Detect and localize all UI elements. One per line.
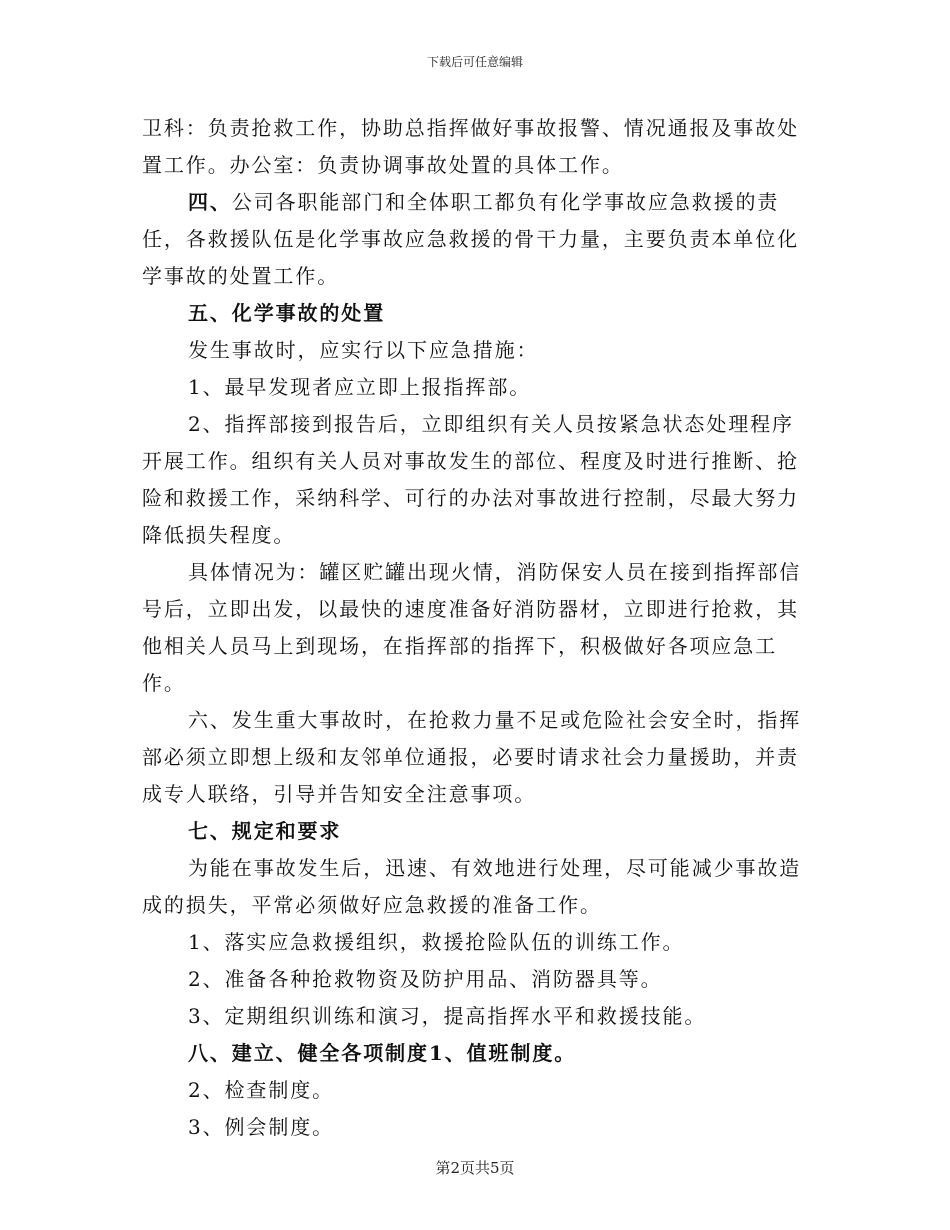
section-4-text: 公司各职能部门和全体职工都负有化学事故应急救援的责任，各救援队伍是化学事故应急救援的骨干力量，主要负责本单位化学事故的处置工作。	[142, 190, 799, 288]
document-body	[142, 110, 810, 1146]
paragraph-item-2: 2、指挥部接到报告后，立即组织有关人员按紧急状态处理程序开展工作。组织有关人员对事故发生的部位、程度及时进行推断、抢险和救援工作，采纳科学、可行的办法对事故进行控制，尽最大努力降低损失程度。	[142, 412, 799, 547]
paragraph-preparation: 为能在事故发生后，迅速、有效地进行处理，尽可能减少事故造成的损失，平常必须做好应急救援的准备工作。	[142, 856, 802, 917]
paragraph-requirement-1: 1、落实应急救援组织，救援抢险队伍的训练工作。	[188, 930, 685, 954]
paragraph-specific-situation: 具体情况为：罐区贮罐出现火情，消防保安人员在接到指挥部信号后，立即出发，以最快的速度准备好消防器材，立即进行抢救，其他相关人员马上到现场，在指挥部的指挥下，积极做好各项应急工作。	[142, 560, 802, 695]
paragraph-item-1: 1、最早发现者应立即上报指挥部。	[188, 375, 532, 399]
paragraph-system-2: 2、检查制度。	[188, 1078, 335, 1102]
paragraph-system-3: 3、例会制度。	[188, 1115, 335, 1139]
paragraph-requirement-2: 2、准备各种抢救物资及防护用品、消防器具等。	[188, 967, 663, 991]
heading-section-7: 七、规定和要求	[188, 819, 342, 843]
paragraph-section-6: 六、发生重大事故时，在抢救力量不足或危险社会安全时，指挥部必须立即想上级和友邻单位通报，必要时请求社会力量援助，并责成专人联络，引导并告知安全注意事项。	[142, 708, 802, 806]
page-footer: 第2页共5页	[435, 1159, 515, 1177]
paragraph-requirement-3: 3、定期组织训练和演习，提高指挥水平和救援技能。	[188, 1004, 707, 1028]
paragraph-emergency-intro: 发生事故时，应实行以下应急措施：	[188, 338, 539, 362]
paragraph-section-4	[142, 184, 810, 295]
heading-section-5: 五、化学事故的处置	[188, 301, 386, 325]
heading-section-8: 八、建立、健全各项制度1、值班制度。	[188, 1041, 577, 1065]
section-4-number: 四、	[188, 190, 232, 214]
page-header: 下载后可任意编辑	[426, 55, 523, 69]
paragraph-hygiene-dept: 卫科：负责抢救工作，协助总指挥做好事故报警、情况通报及事故处置工作。办公室：负责协调事故处置的具体工作。	[142, 116, 799, 177]
